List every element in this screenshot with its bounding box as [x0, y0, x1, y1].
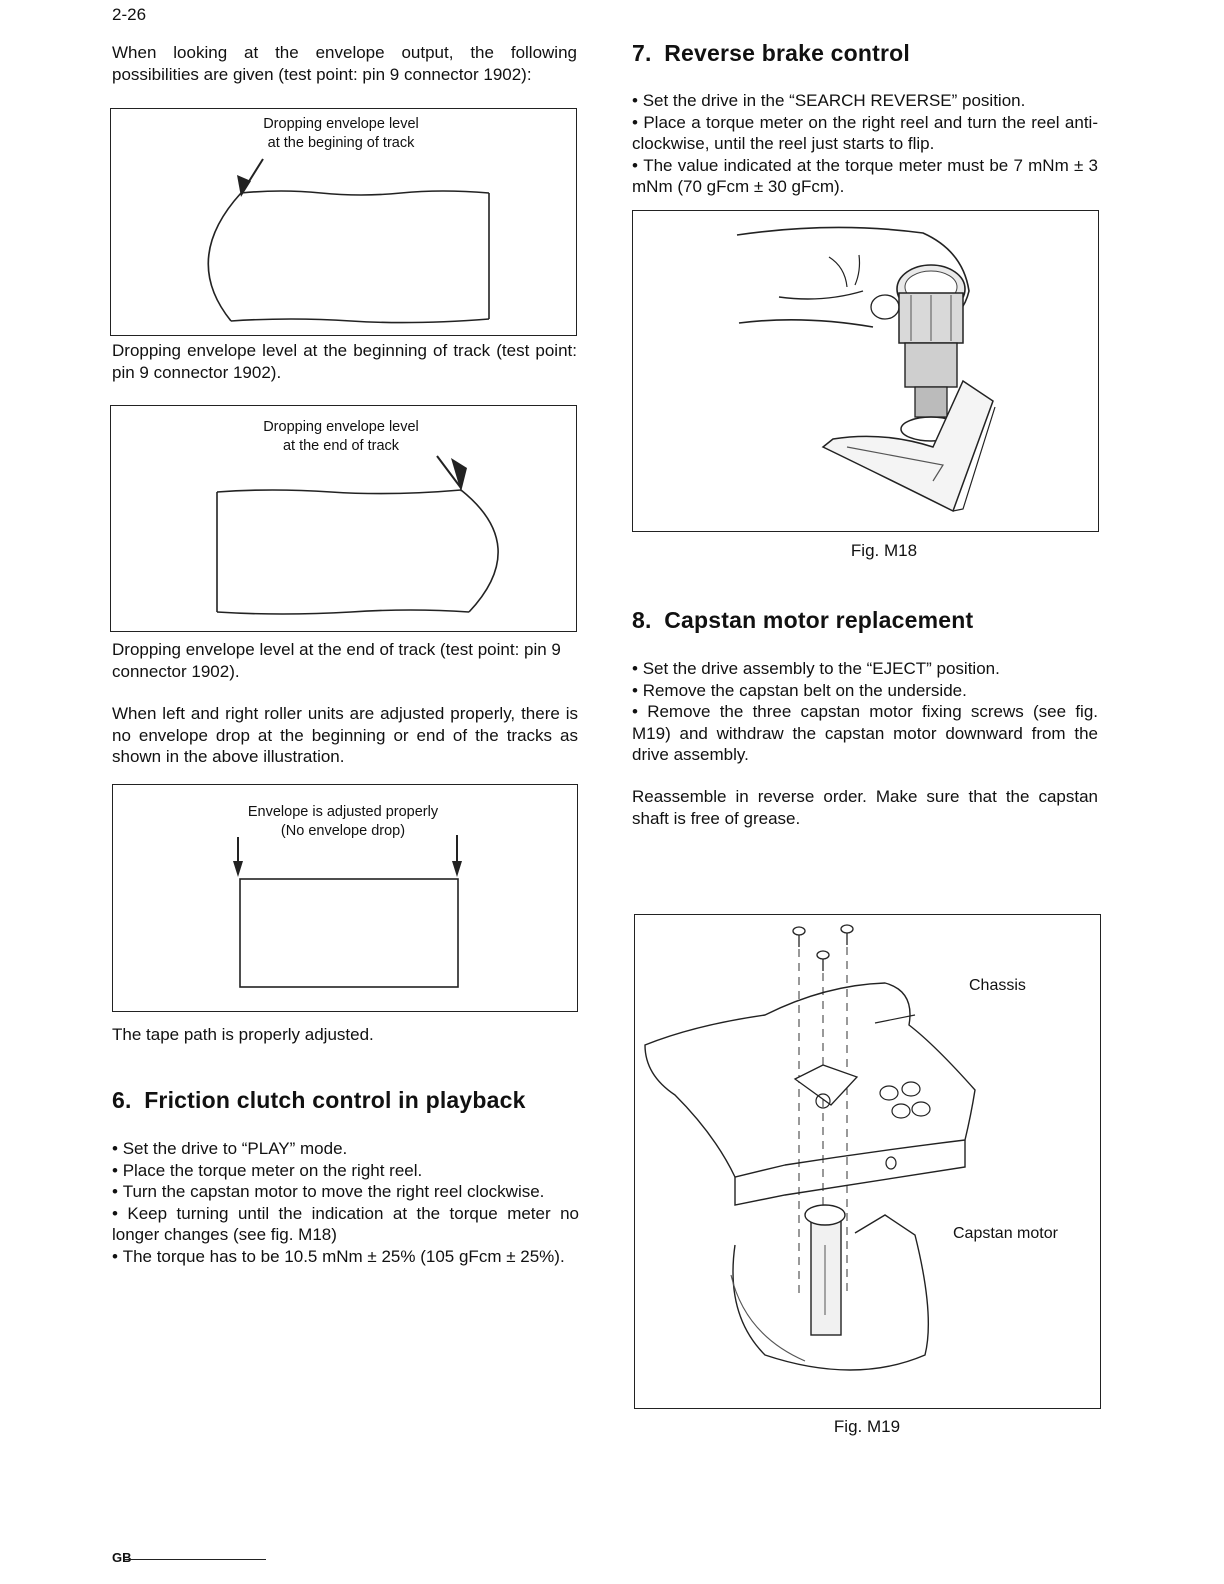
section8-list [632, 658, 1098, 766]
section6-bullet: • Keep turning until the indication at the torque meter no longer changes (see fig. M18) [112, 1203, 579, 1246]
chassis-label: Chassis [969, 977, 1026, 994]
section8-heading [632, 607, 973, 634]
envelope-proper-waveform [113, 785, 576, 1010]
capstan-motor-illustration [635, 915, 1099, 1407]
section7-heading [632, 40, 910, 67]
fig1-label-line2: at the begining of track [267, 135, 415, 151]
fig3-label-line2: (No envelope drop) [280, 823, 406, 839]
section7-list [632, 90, 1098, 198]
section7-bullet: • Set the drive in the “SEARCH REVERSE” position. [632, 90, 1098, 112]
section8-bullet: • Set the drive assembly to the “EJECT” position. [632, 658, 1098, 680]
section7-bullet: • The value indicated at the torque meter must be 7 mNm ± 3 mNm (70 gFcm ± 30 gFcm). [632, 155, 1098, 198]
section7-title: Reverse brake control [664, 40, 910, 66]
figure-capstan-motor [634, 914, 1101, 1409]
envelope-begin-waveform [111, 109, 575, 334]
capstan-motor-label: Capstan motor [953, 1225, 1058, 1242]
section6-bullet: • Turn the capstan motor to move the right reel clockwise. [112, 1181, 579, 1203]
figure-envelope-end [110, 405, 577, 632]
intro-paragraph: When looking at the envelope output, the following possibilities are given (test point: pin 9 connector 1902): [112, 43, 577, 84]
fig2-caption: Dropping envelope level at the end of track (test point: pin 9 connector 1902). [112, 640, 561, 681]
adjusted-paragraph: When left and right roller units are adjusted properly, there is no envelope drop at the beginning or end of the tracks as shown in the above illustration. [112, 704, 578, 766]
section7-bullet: • Place a torque meter on the right reel and turn the reel anti-clockwise, until the reel just starts to flip. [632, 112, 1098, 155]
section8-bullet: • Remove the three capstan motor fixing screws (see fig. M19) and withdraw the capstan motor downward from the drive assembly. [632, 701, 1098, 766]
fig2-label-line1: Dropping envelope level [263, 419, 419, 435]
footer-rule [124, 1559, 266, 1560]
figure-envelope-proper [112, 784, 578, 1012]
fig3-caption: The tape path is properly adjusted. [112, 1025, 374, 1044]
section6-bullet: • The torque has to be 10.5 mNm ± 25% (105 gFcm ± 25%). [112, 1246, 579, 1268]
figure-envelope-begin [110, 108, 577, 336]
fig1-caption: Dropping envelope level at the beginning of track (test point: pin 9 connector 1902). [112, 341, 577, 382]
section6-bullet: • Set the drive to “PLAY” mode. [112, 1138, 579, 1160]
section6-bullet: • Place the torque meter on the right reel. [112, 1160, 579, 1182]
section6-title: Friction clutch control in playback [144, 1087, 526, 1113]
fig3-label-line1: Envelope is adjusted properly [247, 804, 439, 820]
section7-number: 7. [632, 40, 652, 66]
section8-number: 8. [632, 607, 652, 633]
footer-label: GB [112, 1550, 132, 1565]
fig2-label-line2: at the end of track [282, 438, 400, 454]
section8-title: Capstan motor replacement [664, 607, 974, 633]
section8-bullet: • Remove the capstan belt on the underside. [632, 680, 1098, 702]
section6-list [112, 1138, 579, 1267]
fig-m18-caption: Fig. M18 [850, 541, 918, 560]
envelope-end-waveform [111, 406, 575, 630]
torque-meter-illustration [633, 211, 1097, 530]
figure-torque-meter [632, 210, 1099, 532]
page-number: 2-26 [112, 5, 147, 24]
section6-heading [112, 1087, 526, 1114]
fig-m19-caption: Fig. M19 [833, 1417, 901, 1436]
reassemble-paragraph: Reassemble in reverse order. Make sure that the capstan shaft is free of grease. [632, 787, 1098, 828]
fig1-label-line1: Dropping envelope level [263, 116, 419, 132]
section6-number: 6. [112, 1087, 132, 1113]
